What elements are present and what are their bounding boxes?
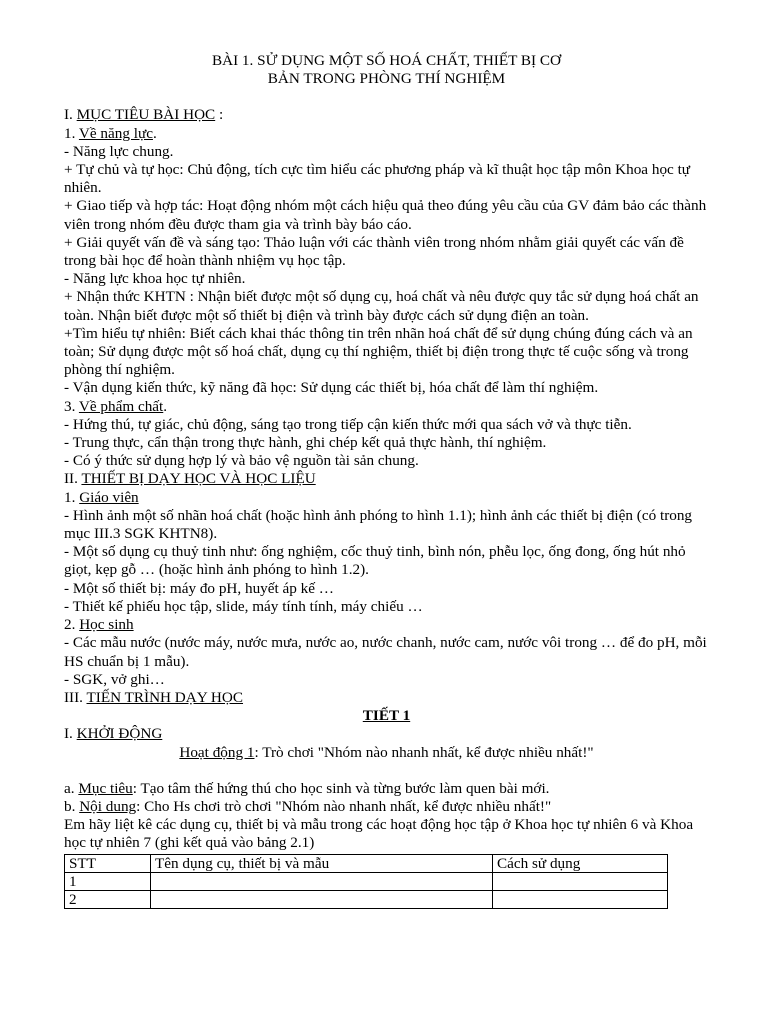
paragraph: - Có ý thức sử dụng hợp lý và bảo vệ nguồn tài sản chung. bbox=[64, 452, 419, 470]
lesson-title: TIẾT 1 bbox=[362, 707, 411, 725]
paragraph: + Tự chủ và tự học: Chủ động, tích cực tìm hiểu các phương pháp và kĩ thuật học tập môn Khoa học tự nhiên. bbox=[64, 161, 691, 197]
table-row bbox=[65, 890, 668, 908]
paragraph: - Năng lực khoa học tự nhiên. bbox=[64, 270, 246, 288]
objective-line: a. Mục tiêu: Tạo tâm thế hứng thú cho học sinh và từng bước làm quen bài mới. bbox=[64, 779, 550, 797]
content-line: b. Nội dung: Cho Hs chơi trò chơi "Nhóm nào nhanh nhất, kể được nhiều nhất!" bbox=[64, 797, 552, 815]
paragraph: - SGK, vở ghi… bbox=[64, 670, 165, 688]
table-cell bbox=[493, 872, 668, 890]
paragraph: - Hình ảnh một số nhãn hoá chất (hoặc hình ảnh phóng to hình 1.1); hình ảnh các thiết bị điện (có trong mục III.3 SGK KHTN8). bbox=[64, 506, 693, 543]
title-line-2: BẢN TRONG PHÒNG THÍ NGHIỆM bbox=[267, 70, 506, 88]
subsection-qualities: 3. Về phẩm chất. bbox=[64, 397, 168, 415]
table-row bbox=[65, 872, 668, 890]
paragraph: +Tìm hiểu tự nhiên: Biết cách khai thác thông tin trên nhãn hoá chất để sử dụng chúng đúng cách và an toàn; Sử dụng được một số hoá chất, dụng cụ thí nghiệm, thiết bị điện trong thực tế cuộc sống và trong phòng thí nghiệm. bbox=[64, 324, 693, 379]
subsection-student: 2. Học sinh bbox=[64, 616, 134, 634]
activity-1: Hoạt động 1: Trò chơi "Nhóm nào nhanh nhất, kể được nhiều nhất!" bbox=[179, 743, 594, 761]
paragraph: - Trung thực, cẩn thận trong thực hành, ghi chép kết quả thực hành, thí nghiệm. bbox=[64, 434, 547, 452]
table-cell bbox=[151, 890, 493, 908]
table-cell: 1 bbox=[65, 872, 151, 890]
paragraph: - Vận dụng kiến thức, kỹ năng đã học: Sử dụng các thiết bị, hóa chất để làm thí nghiệm. bbox=[64, 379, 599, 397]
title-line-1: BÀI 1. SỬ DỤNG MỘT SỐ HOÁ CHẤT, THIẾT BỊ CƠ bbox=[211, 52, 561, 69]
paragraph: - Hứng thú, tự giác, chủ động, sáng tạo trong tiếp cận kiến thức mới qua sách vở và thực tiễn. bbox=[64, 415, 632, 433]
section-3-heading: III. TIẾN TRÌNH DẠY HỌC bbox=[64, 688, 244, 706]
paragraph: - Một số thiết bị: máy đo pH, huyết áp kế … bbox=[64, 579, 334, 597]
warmup-heading: I. KHỞI ĐỘNG bbox=[64, 725, 163, 743]
task-paragraph: Em hãy liệt kê các dụng cụ, thiết bị và mẫu trong các hoạt động học tập ở Khoa học tự nhiên 6 và Khoa học tự nhiên 7 (ghi kết quả vào bảng 2.1) bbox=[64, 816, 694, 852]
subsection-teacher: 1. Giáo viên bbox=[64, 488, 139, 506]
table-cell bbox=[151, 872, 493, 890]
section-2-heading: II. THIẾT BỊ DẠY HỌC VÀ HỌC LIỆU bbox=[64, 470, 316, 488]
paragraph: - Các mẫu nước (nước máy, nước mưa, nước ao, nước chanh, nước cam, nước vôi trong … để đo pH, mỗi HS chuẩn bị 1 mẫu). bbox=[64, 634, 707, 670]
table-cell bbox=[493, 890, 668, 908]
paragraph: - Một số dụng cụ thuỷ tinh như: ống nghiệm, cốc thuỷ tinh, bình nón, phễu lọc, ống đong, ống hút nhỏ giọt, kẹp gỗ … (hoặc hình ảnh phóng to hình 1.2). bbox=[64, 543, 686, 579]
document-page bbox=[64, 52, 709, 909]
table-cell: 2 bbox=[65, 890, 151, 908]
paragraph: + Giao tiếp và hợp tác: Hoạt động nhóm một cách hiệu quả theo đúng yêu cầu của GV đảm bảo các thành viên trong nhóm đều được tham gia và trình bày báo cáo. bbox=[64, 197, 707, 233]
paragraph: + Giải quyết vấn đề và sáng tạo: Thảo luận với các thành viên trong nhóm nhằm giải quyết các vấn đề trong bài học để hoàn thành nhiệm vụ học tập. bbox=[64, 233, 684, 270]
table-header-cell: Tên dụng cụ, thiết bị và mẫu bbox=[151, 854, 493, 872]
tools-table bbox=[64, 854, 668, 909]
table-header-row bbox=[65, 854, 668, 872]
subsection-competence: 1. Về năng lực. bbox=[64, 124, 157, 142]
table-header-cell: STT bbox=[65, 854, 151, 872]
paragraph: - Năng lực chung. bbox=[64, 142, 174, 160]
paragraph: + Nhận thức KHTN : Nhận biết được một số dụng cụ, hoá chất và nêu được quy tắc sử dụng hoá chất an toàn. Nhận biết được một số thiết bị điện và trình bày được cách sử dụng điện an toàn. bbox=[64, 288, 699, 324]
table-header-cell: Cách sử dụng bbox=[493, 854, 668, 872]
section-1-heading: I. MỤC TIÊU BÀI HỌC : bbox=[64, 106, 224, 124]
paragraph: - Thiết kế phiếu học tập, slide, máy tính tính, máy chiếu … bbox=[64, 597, 423, 615]
